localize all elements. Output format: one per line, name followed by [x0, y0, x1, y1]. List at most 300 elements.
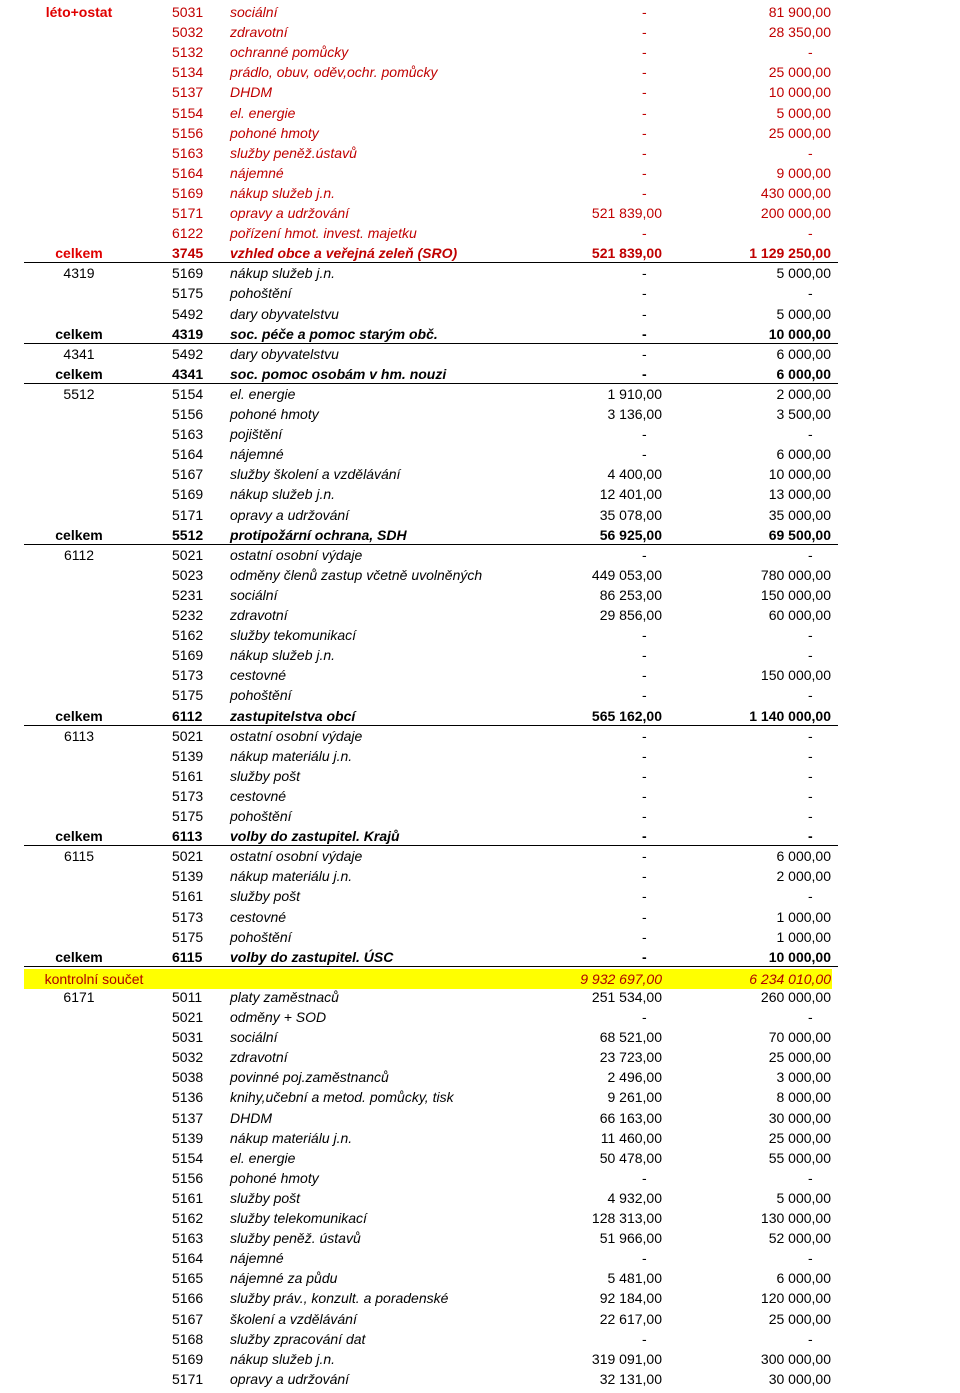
item-code: 6122 — [172, 225, 204, 242]
budget-row — [0, 1168, 960, 1188]
section-code — [24, 424, 134, 444]
item-code: 5137 — [172, 1109, 204, 1126]
item-code: 5032 — [172, 1049, 204, 1066]
item-code: 5134 — [172, 64, 204, 81]
budget-value: 3 000,00 — [776, 1069, 831, 1086]
item-code: 5166 — [172, 1290, 204, 1307]
section-code — [24, 42, 134, 62]
budget-row — [0, 1007, 960, 1027]
section-code — [24, 304, 134, 324]
actual-value: - — [642, 627, 647, 644]
budget-value: - — [808, 747, 813, 764]
item-code: 5492 — [172, 345, 204, 362]
section-code — [24, 103, 134, 123]
item-name: vzhled obce a veřejná zeleň (SRO) — [230, 245, 458, 262]
budget-row — [0, 786, 960, 806]
actual-value: - — [642, 767, 647, 784]
subtotal-row — [0, 947, 960, 967]
item-name: školení a vzdělávání — [230, 1310, 357, 1327]
item-name: nákup služeb j.n. — [230, 184, 336, 201]
item-code: 5168 — [172, 1330, 204, 1347]
budget-value: - — [808, 144, 813, 161]
actual-value: 2 496,00 — [607, 1069, 662, 1086]
item-name: služby školení a vzdělávání — [230, 466, 401, 483]
budget-row — [0, 746, 960, 766]
section-code: celkem — [55, 365, 103, 382]
section-code — [24, 786, 134, 806]
actual-value: 3 136,00 — [607, 406, 662, 422]
actual-value: 4 400,00 — [607, 466, 662, 483]
item-code: 5038 — [172, 1069, 204, 1086]
budget-value: 10 000,00 — [768, 466, 831, 483]
item-code: 5171 — [172, 205, 204, 221]
budget-value: 130 000,00 — [760, 1210, 831, 1226]
budget-value: 2 000,00 — [776, 385, 831, 402]
item-code: 5154 — [172, 1149, 204, 1166]
item-name: zdravotní — [230, 24, 288, 41]
actual-value: 35 078,00 — [599, 506, 662, 523]
actual-value: - — [642, 908, 647, 925]
section-code — [24, 223, 134, 243]
budget-value: 1 140 000,00 — [749, 707, 831, 724]
item-code: 5139 — [172, 868, 204, 885]
item-code: 5137 — [172, 84, 204, 101]
item-name: pohoštění — [230, 928, 292, 945]
budget-value: 13 000,00 — [768, 486, 831, 503]
section-code — [24, 1248, 134, 1268]
item-code — [196, 969, 248, 989]
actual-value: - — [642, 84, 647, 101]
section-code — [24, 1148, 134, 1168]
item-code: 5154 — [172, 385, 204, 402]
budget-row — [0, 203, 960, 223]
item-code: 6115 — [172, 948, 203, 965]
actual-value: 9 261,00 — [607, 1089, 662, 1106]
section-start-row — [0, 726, 960, 746]
budget-value: 25 000,00 — [768, 1129, 831, 1146]
section-code — [24, 605, 134, 625]
section-code — [24, 1268, 134, 1288]
budget-row — [0, 223, 960, 243]
item-code: 5156 — [172, 406, 204, 422]
budget-value: 2 000,00 — [776, 868, 831, 885]
budget-row — [0, 927, 960, 947]
item-code: 5136 — [172, 1089, 204, 1106]
budget-row — [0, 665, 960, 685]
budget-value: 25 000,00 — [768, 124, 831, 141]
actual-value: - — [642, 365, 647, 382]
section-code — [24, 203, 134, 223]
item-code: 5163 — [172, 1230, 204, 1247]
actual-value: - — [642, 888, 647, 905]
item-code: 5165 — [172, 1270, 204, 1287]
item-code: 5173 — [172, 787, 204, 804]
actual-value: - — [642, 124, 647, 141]
actual-value: - — [642, 687, 647, 704]
section-code — [24, 1007, 134, 1027]
budget-value: 28 350,00 — [768, 24, 831, 41]
item-code: 5173 — [172, 667, 204, 684]
item-name: opravy a udržování — [230, 506, 350, 523]
item-name: ostatní osobní výdaje — [230, 546, 363, 563]
subtotal-row — [0, 525, 960, 545]
budget-value: 69 500,00 — [768, 526, 831, 543]
item-code: 5021 — [172, 848, 204, 865]
section-code: celkem — [55, 948, 103, 965]
item-name: protipožární ochrana, SDH — [230, 526, 407, 543]
budget-value: 25 000,00 — [768, 1049, 831, 1066]
section-code — [24, 183, 134, 203]
item-code: 5163 — [172, 426, 204, 443]
budget-row — [0, 585, 960, 605]
subtotal-row — [0, 826, 960, 846]
item-name: zdravotní — [230, 1049, 288, 1066]
section-code: celkem — [55, 325, 103, 342]
section-code — [24, 585, 134, 605]
item-code: 5023 — [172, 566, 204, 583]
actual-value: - — [642, 144, 647, 161]
budget-value: 8 000,00 — [776, 1089, 831, 1106]
item-code: 5173 — [172, 908, 204, 925]
budget-value: - — [808, 767, 813, 784]
budget-row — [0, 1188, 960, 1208]
actual-value: - — [642, 285, 647, 302]
item-name: cestovné — [230, 787, 287, 804]
actual-value: 92 184,00 — [599, 1290, 662, 1307]
section-code — [24, 1168, 134, 1188]
section-code — [24, 1128, 134, 1148]
actual-value: - — [642, 667, 647, 684]
actual-value: 9 932 697,00 — [580, 970, 662, 987]
actual-value: - — [642, 4, 647, 20]
item-code: 5512 — [172, 526, 204, 543]
budget-value: 300 000,00 — [760, 1350, 831, 1367]
actual-value: - — [642, 1009, 647, 1025]
subtotal-row — [0, 243, 960, 263]
budget-row — [0, 1087, 960, 1107]
budget-value: - — [808, 225, 813, 242]
item-code: 5156 — [172, 124, 204, 141]
actual-value: - — [642, 868, 647, 885]
section-code: celkem — [55, 245, 103, 262]
actual-value: 32 131,00 — [599, 1370, 662, 1387]
budget-value: 81 900,00 — [768, 4, 831, 20]
budget-row — [0, 1288, 960, 1308]
actual-value: - — [642, 446, 647, 463]
item-name: opravy a udržování — [230, 205, 350, 221]
item-name: služby peněž.ústavů — [230, 144, 357, 161]
item-name: opravy a udržování — [230, 1370, 350, 1387]
section-code — [24, 464, 134, 484]
item-code: 6112 — [172, 707, 203, 724]
item-name: nájemné za půdu — [230, 1270, 338, 1287]
section-code: celkem — [55, 526, 103, 543]
section-code — [24, 766, 134, 786]
budget-row — [0, 304, 960, 324]
item-name: prádlo, obuv, oděv,ochr. pomůcky — [230, 64, 438, 81]
section-code — [24, 484, 134, 504]
budget-row — [0, 22, 960, 42]
budget-value: 260 000,00 — [760, 988, 831, 1005]
budget-row — [0, 766, 960, 786]
item-name: sociální — [230, 4, 278, 20]
budget-row — [0, 907, 960, 927]
actual-value: - — [642, 184, 647, 201]
actual-value: 86 253,00 — [599, 586, 662, 603]
item-name: služby telekomunikací — [230, 1210, 367, 1226]
item-code: 5163 — [172, 144, 204, 161]
item-name: dary obyvatelstvu — [230, 305, 339, 322]
actual-value: 1 910,00 — [607, 385, 662, 402]
item-name: soc. pomoc osobám v hm. nouzi — [230, 365, 447, 382]
budget-value: 10 000,00 — [768, 84, 831, 101]
item-name: el. energie — [230, 104, 296, 121]
subtotal-row — [0, 324, 960, 344]
budget-value: - — [808, 647, 813, 664]
budget-row — [0, 82, 960, 102]
section-code — [24, 1329, 134, 1349]
item-code: 5162 — [172, 1210, 204, 1226]
item-name: el. energie — [230, 385, 296, 402]
section-code — [24, 163, 134, 183]
budget-row — [0, 143, 960, 163]
budget-row — [0, 1208, 960, 1228]
budget-value: 6 000,00 — [776, 446, 831, 463]
item-name: služby peněž. ústavů — [230, 1230, 361, 1247]
item-code: 5231 — [172, 586, 204, 603]
item-name: cestovné — [230, 667, 287, 684]
actual-value: 50 478,00 — [599, 1149, 662, 1166]
item-code: 5161 — [172, 1189, 204, 1206]
section-code: 4341 — [63, 345, 95, 362]
section-code — [24, 886, 134, 906]
item-code: 5175 — [172, 285, 204, 302]
actual-value: 68 521,00 — [599, 1029, 662, 1046]
actual-value: 23 723,00 — [599, 1049, 662, 1066]
actual-value: - — [642, 948, 647, 965]
section-code: 4319 — [63, 265, 95, 282]
item-name: dary obyvatelstvu — [230, 345, 339, 362]
actual-value: 4 932,00 — [607, 1189, 662, 1206]
item-code: 5169 — [172, 184, 204, 201]
item-code: 5169 — [172, 1350, 204, 1367]
budget-value: 9 000,00 — [776, 164, 831, 181]
item-code: 5011 — [172, 988, 203, 1005]
budget-value: 30 000,00 — [768, 1370, 831, 1387]
actual-value: - — [642, 24, 647, 41]
item-name: ostatní osobní výdaje — [230, 727, 363, 744]
item-name: volby do zastupitel. ÚSC — [230, 948, 394, 965]
section-code — [24, 927, 134, 947]
section-code — [24, 746, 134, 766]
budget-value: - — [808, 1250, 813, 1267]
budget-value: 30 000,00 — [768, 1109, 831, 1126]
budget-value: - — [808, 1169, 813, 1186]
budget-value: 6 000,00 — [776, 365, 831, 382]
budget-value: 35 000,00 — [768, 506, 831, 523]
actual-value: - — [642, 64, 647, 81]
actual-value: - — [642, 848, 647, 865]
item-code: 4319 — [172, 325, 204, 342]
budget-row — [0, 103, 960, 123]
budget-value: - — [808, 787, 813, 804]
budget-row — [0, 806, 960, 826]
item-code: 5164 — [172, 446, 204, 463]
item-code: 5175 — [172, 687, 204, 704]
section-code — [24, 1108, 134, 1128]
item-code: 5021 — [172, 546, 204, 563]
budget-row — [0, 505, 960, 525]
item-name: pořízení hmot. invest. majetku — [230, 225, 417, 242]
budget-value: 5 000,00 — [776, 305, 831, 322]
item-name: pohoštění — [230, 285, 292, 302]
item-name: DHDM — [230, 84, 272, 101]
item-code: 5164 — [172, 1250, 204, 1267]
section-start-row — [0, 846, 960, 866]
section-code — [24, 1288, 134, 1308]
subtotal-row — [0, 364, 960, 384]
item-name: cestovné — [230, 908, 287, 925]
section-code: celkem — [55, 828, 103, 845]
item-name: nákup služeb j.n. — [230, 265, 336, 282]
item-name: pohoštění — [230, 808, 292, 824]
section-start-row — [0, 2, 960, 22]
budget-value: - — [808, 44, 813, 61]
section-code — [24, 123, 134, 143]
budget-value: 25 000,00 — [768, 64, 831, 81]
budget-value: - — [808, 1009, 813, 1025]
section-code — [24, 685, 134, 705]
budget-row — [0, 1349, 960, 1369]
section-code — [24, 645, 134, 665]
budget-row — [0, 283, 960, 303]
budget-value: 6 000,00 — [776, 345, 831, 362]
item-name: sociální — [230, 1029, 278, 1046]
item-name: el. energie — [230, 1149, 296, 1166]
item-code: 5232 — [172, 607, 204, 623]
budget-value: 430 000,00 — [760, 184, 831, 201]
section-start-row — [0, 384, 960, 404]
budget-value: - — [808, 727, 813, 744]
section-code — [24, 625, 134, 645]
section-code — [24, 565, 134, 585]
budget-row — [0, 62, 960, 82]
section-code — [24, 907, 134, 927]
item-name: nákup služeb j.n. — [230, 1350, 336, 1367]
actual-value: - — [642, 1250, 647, 1267]
budget-row — [0, 565, 960, 585]
budget-row — [0, 685, 960, 705]
actual-value: - — [642, 808, 647, 824]
section-code: 5512 — [63, 385, 95, 402]
budget-value: - — [808, 828, 813, 845]
item-name: soc. péče a pomoc starým obč. — [230, 325, 438, 342]
budget-value: 6 234 010,00 — [749, 970, 831, 987]
section-start-row — [0, 545, 960, 565]
actual-value: - — [642, 104, 647, 121]
actual-value: - — [642, 305, 647, 322]
budget-value: - — [808, 426, 813, 443]
budget-row — [0, 866, 960, 886]
item-name: služby tekomunikací — [230, 627, 357, 644]
item-code: 5032 — [172, 24, 204, 41]
budget-value: 6 000,00 — [776, 1270, 831, 1287]
item-code: 5171 — [172, 506, 204, 523]
budget-row — [0, 42, 960, 62]
item-name: služby pošt — [230, 767, 301, 784]
item-name: ochranné pomůcky — [230, 44, 349, 61]
budget-value: 70 000,00 — [768, 1029, 831, 1046]
actual-value: - — [642, 928, 647, 945]
item-code: 5031 — [172, 4, 204, 20]
section-code: léto+ostat — [45, 4, 113, 20]
item-name: pohoné hmoty — [230, 1169, 319, 1186]
item-name: pohoné hmoty — [230, 124, 319, 141]
budget-row — [0, 444, 960, 464]
actual-value: 565 162,00 — [591, 707, 662, 724]
budget-value: 150 000,00 — [760, 667, 831, 684]
budget-value: 1 000,00 — [776, 928, 831, 945]
item-code: 5161 — [172, 888, 204, 905]
item-code: 5162 — [172, 627, 204, 644]
item-code: 6113 — [172, 828, 203, 845]
budget-value: 780 000,00 — [760, 566, 831, 583]
budget-row — [0, 1108, 960, 1128]
item-code: 5132 — [172, 44, 204, 61]
section-code — [24, 1309, 134, 1329]
item-name: nákup služeb j.n. — [230, 647, 336, 664]
section-start-row — [0, 344, 960, 364]
section-code — [24, 1087, 134, 1107]
actual-value: 22 617,00 — [599, 1310, 662, 1327]
budget-row — [0, 404, 960, 424]
item-code: 5167 — [172, 1310, 204, 1327]
budget-row — [0, 163, 960, 183]
item-name: pohoné hmoty — [230, 406, 319, 422]
actual-value: - — [642, 787, 647, 804]
budget-row — [0, 424, 960, 444]
budget-row — [0, 645, 960, 665]
actual-value: 128 313,00 — [591, 1210, 662, 1226]
actual-value: - — [642, 225, 647, 242]
section-code — [24, 22, 134, 42]
actual-value: 319 091,00 — [591, 1350, 662, 1367]
budget-value: 5 000,00 — [776, 104, 831, 121]
budget-value: - — [808, 1330, 813, 1347]
section-code: celkem — [55, 707, 103, 724]
budget-row — [0, 1369, 960, 1389]
item-code: 5031 — [172, 1029, 204, 1046]
budget-row — [0, 123, 960, 143]
section-code — [24, 404, 134, 424]
item-code: 5161 — [172, 767, 204, 784]
section-code — [24, 1047, 134, 1067]
subtotal-row — [0, 706, 960, 726]
section-code — [24, 1027, 134, 1047]
budget-row — [0, 464, 960, 484]
budget-value: 200 000,00 — [760, 205, 831, 221]
section-code — [24, 1208, 134, 1228]
section-code — [24, 1369, 134, 1389]
actual-value: - — [642, 727, 647, 744]
item-name: nájemné — [230, 164, 284, 181]
item-code: 4341 — [172, 365, 204, 382]
actual-value: - — [642, 828, 647, 845]
budget-value: - — [808, 808, 813, 824]
item-name: zastupitelstva obcí — [230, 707, 356, 724]
section-code — [24, 143, 134, 163]
item-name: nákup materiálu j.n. — [230, 747, 353, 764]
